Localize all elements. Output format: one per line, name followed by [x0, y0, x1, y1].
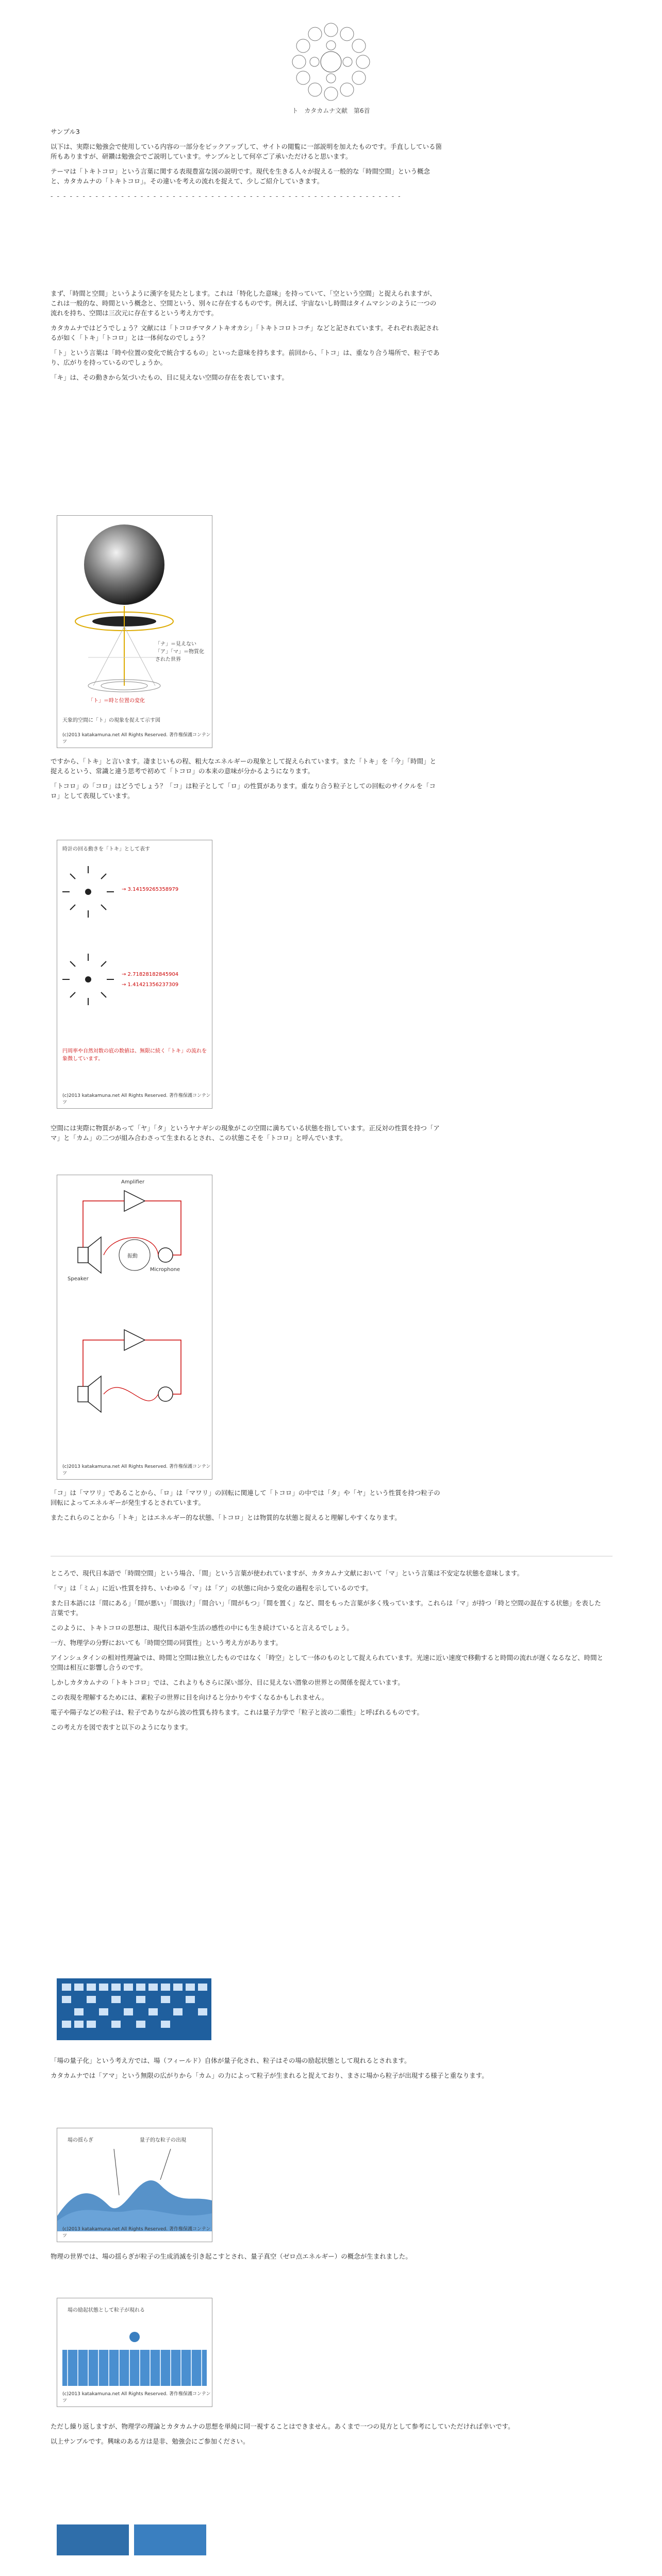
bottom-image-2 [134, 2524, 206, 2555]
e-label: → 2.71828182845904 [122, 972, 179, 977]
figure-title: 時計の回る動きを「トキ」として表す [62, 846, 150, 852]
figure-excitation [57, 2298, 212, 2407]
feedback-diagram [57, 1175, 212, 1464]
figure-feedback [57, 1175, 212, 1480]
paragraph: カタカムナでは「アマ」という無限の広がりから「カム」の力によって粒子が生まれると捉えており、まさに場から粒子が出現する様子と重なります。 [51, 2072, 488, 2079]
section-4 [51, 1488, 442, 1528]
wave-label-2: 量子的な粒子の出現 [140, 2138, 186, 2143]
paragraph: まず、「時間と空間」というように漢字を見たとします。これは「特化した意味」を持っていて、「空という空間」と捉えられますが、これは一般的な、時間という概念と、空間という、別々に存在するものです。例えば、宇宙ないし時間はタイムマシンのように一つの流れを持ち、空間は三次元に存在するという考え方です。 [51, 290, 437, 317]
figure-note: 「ト」＝時と位置の変化 [88, 698, 145, 704]
sqrt2-label: → 1.41421356237309 [122, 982, 179, 988]
katakamuna-logo [290, 21, 372, 103]
excitation-diagram [57, 2298, 212, 2396]
divider: - - - - - - - - - - - - - - - - - - - - - - - - - - - - - - - - - - - - - - - - - - - - - - - - - - - - - - - [51, 192, 402, 200]
figure-clock [57, 840, 212, 1109]
paragraph: この考え方を図で表すと以下のようになります。 [51, 1723, 192, 1731]
wave-label-1: 場の揺らぎ [68, 2138, 93, 2143]
figure-sphere [57, 515, 212, 748]
paragraph: 物理の世界では、場の揺らぎが粒子の生成消滅を引き起こすとされ、量子真空（ゼロ点エネルギー）の概念が生まれました。 [51, 2252, 412, 2260]
part-2c [51, 2251, 607, 2266]
particle-grid [57, 1978, 211, 2040]
center-label: 振動 [127, 1253, 138, 1259]
part-2d [51, 2421, 607, 2451]
paragraph: ですから、「トキ」と言います。凄まじいもの程、粗大なエネルギーの現象として捉えられています。また「トキ」を「今」「時間」と捉えるという、常識と違う思考で初めて「トコロ」の本来の意味が分かるようになります。 [51, 757, 437, 775]
paragraph: カタカムナではどうでしょう？文献には「トコロチマタノトキオカシ」「トキトコロトコチ」などと記されています。それぞれ表記されるが如く「トキ」「トコロ」とは一体何なのでしょう？ [51, 324, 439, 342]
copyright: (c)2013 katakamuna.net All Rights Reserved. 著作権保護コンテンツ [62, 1464, 211, 1476]
paragraph: またこれらのことから「トキ」とはエネルギー的な状態、「トコロ」とは物質的な状態と捉えると理解しやすくなります。 [51, 1514, 401, 1521]
section-3 [51, 1123, 442, 1148]
section-2 [51, 756, 442, 806]
paragraph: ただし繰り返しますが、物理学の理論とカタカムナの思想を単純に同一視することはできません。あくまで一つの見方として参考にしていただければ幸いです。 [51, 2422, 515, 2430]
section-1 [51, 289, 442, 387]
intro-lead: 以下は、実際に勉強会で使用している内容の一部分をピックアップして、サイトの閲覧に一部説明を加えたものです。手直ししている箇所もありますが、研鑽は勉強会でご説明しています。サンプルとして何卒ご了承いただけると思います。 [51, 143, 442, 160]
paragraph: このように、トキトコロの思想は、現代日本語や生活の感性の中にも生き続けていると言えるでしょう。 [51, 1624, 353, 1632]
paragraph: また日本語には「間にある」「間が悪い」「間抜け」「間合い」「間がもつ」「間を置く」など、間をもった言葉が多く残っています。これらは「マ」が持つ「時と空間の混在する状態」を表した言葉です。 [51, 1599, 601, 1617]
copyright: (c)2013 katakamuna.net All Rights Reserved. 著作権保護コンテンツ [62, 733, 211, 744]
copyright: (c)2013 katakamuna.net All Rights Reserved. 著作権保護コンテンツ [62, 2392, 211, 2403]
excitation-label: 場の励起状態として粒子が現れる [68, 2308, 145, 2313]
paragraph: 以上サンプルです。興味のある方は是非、勉強会にご参加ください。 [51, 2437, 250, 2445]
intro-section [51, 127, 442, 201]
paragraph: 「場の量子化」という考え方では、場（フィールド）自体が量子化され、粒子はその場の励起状態として現れるとされます。 [51, 2057, 411, 2064]
paragraph: 「トコロ」の「コロ」はどうでしょう？「コ」は粒子として「ロ」の性質があります。重なり合う粒子としての回転のサイクルを「コロ」として表現しています。 [51, 782, 436, 800]
paragraph: 一方、物理学の分野においても「時間空間の同質性」という考え方があります。 [51, 1639, 283, 1647]
figure-note: 「ナ」＝見えない「ア」「マ」＝物質化された世界 [155, 641, 204, 663]
speaker-label: Speaker [68, 1276, 89, 1282]
paragraph: アインシュタインの相対性理論では、時間と空間は独立したものではなく「時空」として一体のものとして捉えられています。光速に近い速度で移動すると時間の流れが遅くなるなど、時間と空間は相互に影響し合うのです。 [51, 1654, 604, 1671]
figure-caption: 円周率や自然対数の底の数値は、無限に続く「トキ」の流れを象徴しています。 [62, 1048, 207, 1062]
amplifier-label: Amplifier [121, 1179, 145, 1185]
paragraph: この表現を理解するためには、素粒子の世界に目を向けると分かりやすくなるかもしれません。 [51, 1693, 328, 1701]
paragraph: 「コ」は「マワリ」であることから、「ロ」は「マワリ」の回転に関連して「トコロ」の中では「タ」や「ヤ」という性質を持つ粒子の回転によってエネルギーが発生するとされています。 [51, 1489, 440, 1506]
figure-particle-grid [57, 1978, 211, 2040]
copyright: (c)2013 katakamuna.net All Rights Reserved. 著作権保護コンテンツ [62, 2227, 211, 2239]
breadcrumb: ト カタカムナ文献 第6首 [292, 107, 370, 114]
paragraph: 「マ」は「ミム」に近い性質を持ち、いわゆる「マ」は「ア」の状態に向かう変化の過程を示しているのです。 [51, 1584, 373, 1592]
intro-theme: テーマは「トキトコロ」という言葉に関する表現豊富な図の説明です。現代を生きる人々が捉える一般的な「時間空間」という概念と、カタカムナの「トキトコロ」。その違いを考えの流れを捉えて、少しご紹介していきます。 [51, 167, 431, 185]
paragraph: 「ト」という言葉は「時や位置の変化で統合するもの」といった意味を持ちます。前回から、「トコ」は、重なり合う場所で、粒子であり、広がりを持っているのでしょうか。 [51, 349, 440, 366]
part-2b [51, 2056, 607, 2086]
paragraph: ところで、現代日本語で「時間空間」という場合、「間」という言葉が使われていますが、カタカムナ文献において「マ」という言葉は不安定な状態を意味します。 [51, 1569, 524, 1577]
figure-caption: 天象的空間に「ト」の現象を捉えて示す図 [62, 718, 160, 723]
figure-wave-field [57, 2128, 212, 2242]
part-2 [51, 1568, 607, 1737]
microphone-label: Microphone [150, 1267, 180, 1273]
paragraph: 電子や陽子などの粒子は、粒子でありながら波の性質も持ちます。これは量子力学で「粒子と波の二重性」と呼ばれるものです。 [51, 1708, 424, 1716]
paragraph: 空間には実際に物質があって「ヤ」「タ」というヤナギシの現象がこの空間に満ちている状態を指しています。正反対の性質を持つ「アマ」と「カム」の二つが組み合わさって生まれるとされ、この状態こそを「トコロ」と呼んでいます。 [51, 1124, 440, 1142]
wave-diagram [57, 2128, 212, 2231]
sample-label: サンプル3 [51, 128, 80, 135]
bottom-image-1 [57, 2524, 129, 2555]
paragraph: 「キ」は、その動きから気づいたもの、目に見えない空間の存在を表しています。 [51, 374, 289, 381]
paragraph: しかしカタカムナの「トキトコロ」では、これよりもさらに深い部分、目に見えない潜象の世界との関係を捉えています。 [51, 1679, 404, 1686]
pi-label: → 3.14159265358979 [122, 887, 179, 892]
copyright: (c)2013 katakamuna.net All Rights Reserved. 著作権保護コンテンツ [62, 1093, 211, 1105]
